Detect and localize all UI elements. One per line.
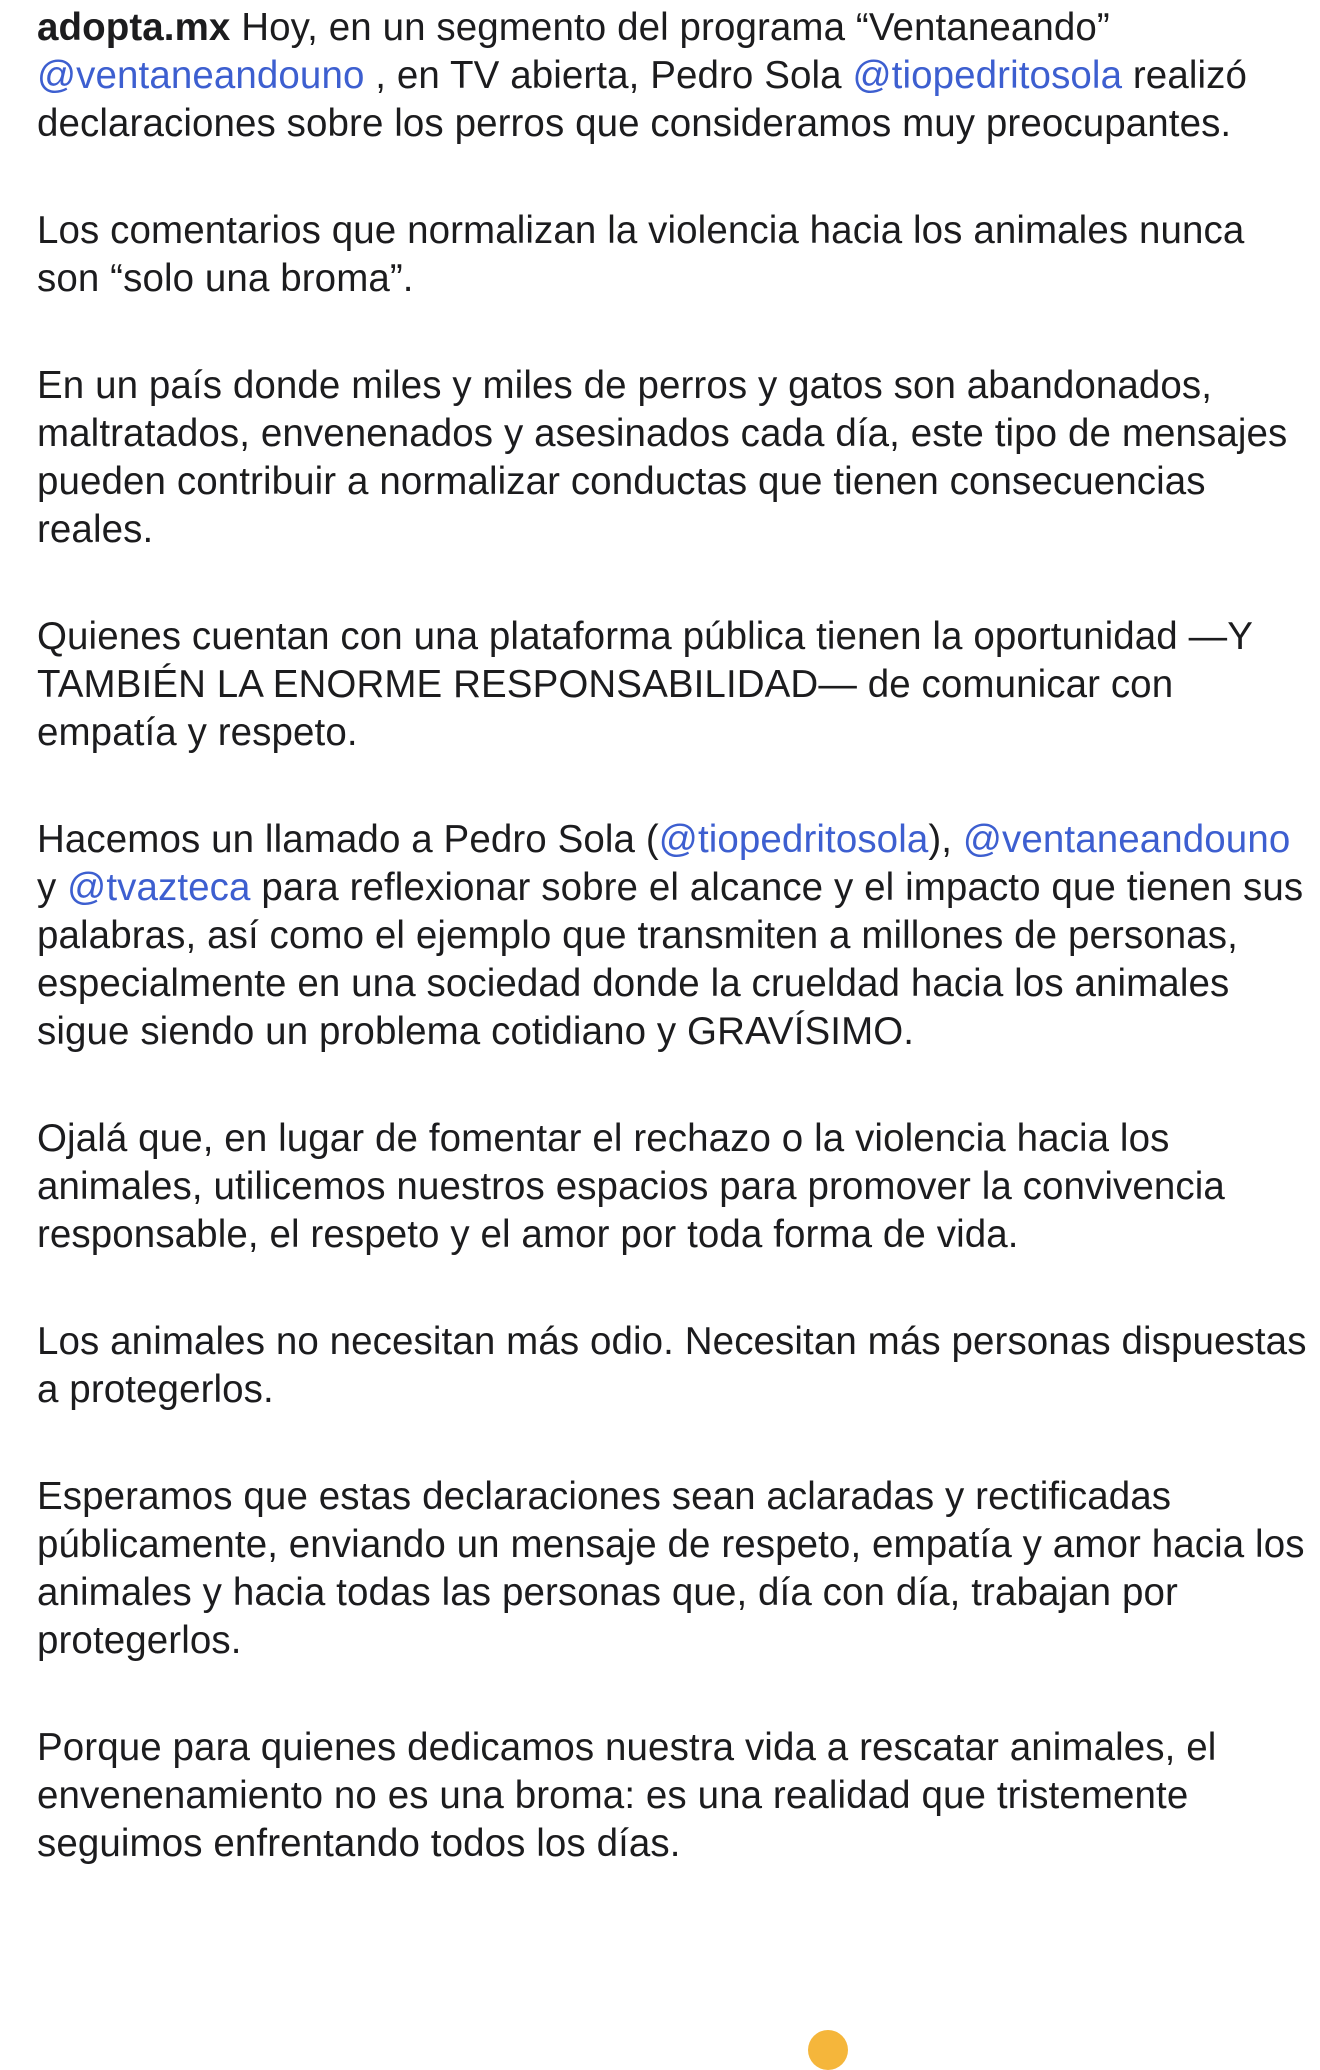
caption-text: y bbox=[37, 866, 68, 909]
mention-tvazteca[interactable]: @tvazteca bbox=[67, 866, 251, 909]
caption-paragraph-6: Ojalá que, en lugar de fomentar el rechazo o la violencia hacia los animales, utilicemos nuestros espacios para promover la convivencia responsable, el respeto y el amor por toda forma de vida. bbox=[37, 1117, 1225, 1256]
caption-text: para reflexionar sobre el alcance y el impacto que tienen sus palabras, así como el ejemplo que transmiten a millones de personas, especialmente en una sociedad donde la crueldad hacia los animales sigue siendo un problema cotidiano y GRAVÍSIMO. bbox=[37, 866, 1304, 1053]
caption-paragraph-9: Porque para quienes dedicamos nuestra vida a rescatar animales, el envenenamiento no es una broma: es una realidad que tristemente seguimos enfrentando todos los días. bbox=[37, 1726, 1217, 1865]
caption-paragraph-7: Los animales no necesitan más odio. Necesitan más personas dispuestas a protegerlos. bbox=[37, 1320, 1307, 1411]
mention-tiopedritosola[interactable]: @tiopedritosola bbox=[658, 818, 929, 861]
mention-tiopedritosola[interactable]: @tiopedritosola bbox=[852, 54, 1123, 97]
post-caption bbox=[37, 4, 1307, 1927]
mention-ventaneandouno[interactable]: @ventaneandouno bbox=[962, 818, 1291, 861]
caption-text: Hoy, en un segmento del programa “Ventaneando” bbox=[230, 6, 1110, 49]
username-link[interactable]: adopta.mx bbox=[37, 6, 231, 49]
caption-text: realizó declaraciones sobre los perros que consideramos muy preocupantes. bbox=[37, 54, 1248, 145]
caption-text: Hacemos un llamado a Pedro Sola ( bbox=[37, 818, 659, 861]
caption-paragraph-2: Los comentarios que normalizan la violencia hacia los animales nunca son “solo una broma”. bbox=[37, 209, 1245, 300]
caption-paragraph-4: Quienes cuentan con una plataforma pública tienen la oportunidad —Y TAMBIÉN LA ENORME RESPONSABILIDAD— de comunicar con empatía y respeto. bbox=[37, 615, 1253, 754]
mention-ventaneandouno[interactable]: @ventaneandouno bbox=[37, 54, 365, 97]
caption-paragraph-5 bbox=[37, 816, 1307, 1056]
emoji-icon bbox=[808, 2030, 848, 2070]
caption-text: , en TV abierta, Pedro Sola bbox=[364, 54, 853, 97]
caption-paragraph-1 bbox=[37, 4, 1307, 148]
caption-paragraph-8: Esperamos que estas declaraciones sean aclaradas y rectificadas públicamente, enviando un mensaje de respeto, empatía y amor hacia los animales y hacia todas las personas que, día con día, trabajan por protegerlos. bbox=[37, 1475, 1305, 1662]
caption-paragraph-3: En un país donde miles y miles de perros y gatos son abandonados, maltratados, envenenados y asesinados cada día, este tipo de mensajes pueden contribuir a normalizar conductas que tienen consecuencias reales. bbox=[37, 364, 1288, 551]
caption-text: ), bbox=[928, 818, 963, 861]
